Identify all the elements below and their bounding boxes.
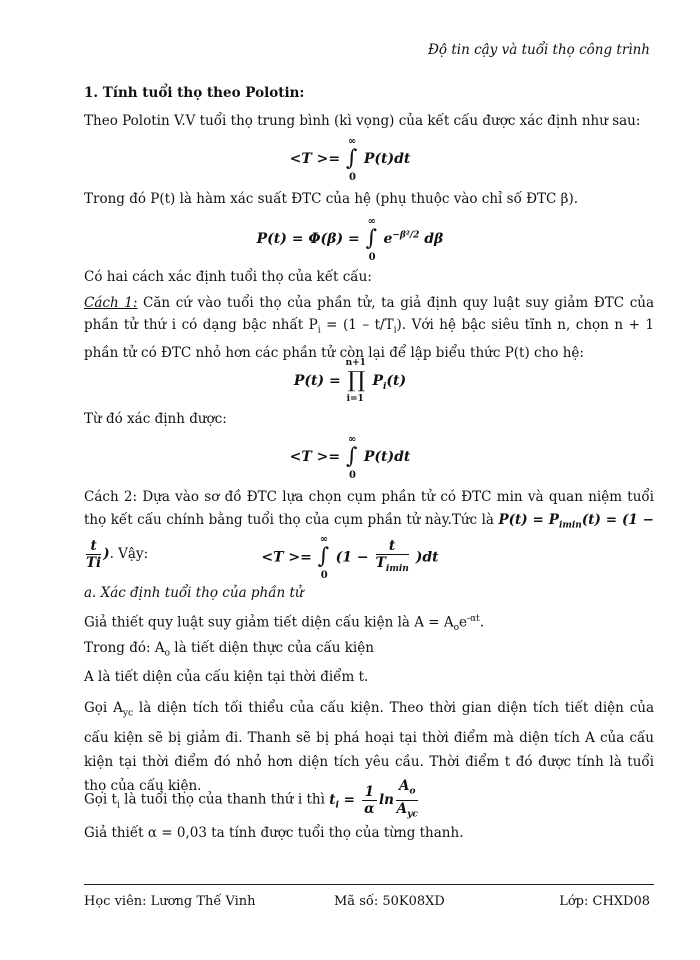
where-a0-paragraph: Trong đó: $A_o$ là tiết diện thực của cấu kiện (84, 640, 374, 659)
integral-symbol: ∞ ∫ 0 (345, 434, 358, 481)
ti-equation: $t_i$ = $\frac{1}{\alpha}$ ln $\frac{A_o}{A_{yc}}$ (329, 778, 418, 820)
footer-divider (84, 884, 654, 885)
footer-code: Mã số: 50K08XD (334, 894, 445, 909)
equation-probability: P(t) = Φ(β) = ∞ ∫ 0 $e^{-\beta^2/2}$ dβ (256, 216, 444, 263)
alpha-paragraph: Giả thiết α = 0,03 ta tính được tuổi thọ của từng thanh. (84, 825, 464, 841)
eq-rhs: P(t)dt (363, 151, 411, 167)
from-that-paragraph: Từ đó xác định được: (84, 411, 227, 427)
where-p-paragraph: Trong đó P(t) là hàm xác suất ĐTC của hệ (phụ thuộc vào chỉ số ĐTC β). (84, 191, 579, 207)
ti-paragraph: Gọi $t_i$ là tuổi thọ của thanh thứ i thì $t_i$ = $\frac{1}{\alpha}$ ln $\frac{A_o}{A_{yc}}$ (84, 778, 654, 822)
equation-mean-life-2: <T >= ∞ ∫ 0 P(t)dt (289, 434, 411, 481)
equation-mean-life (0, 136, 700, 183)
eq-lhs: <T >= (289, 151, 341, 167)
page-header: Độ tin cậy và tuổi thọ công trình (428, 42, 650, 58)
assume-paragraph: Giả thiết quy luật suy giảm tiết diện cấu kiện là $A = A_oe^{-\alpha t}$. (84, 614, 485, 634)
integral-symbol: ∞ ∫ 0 (365, 216, 378, 263)
footer-class: Lớp: CHXD08 (559, 894, 650, 909)
way1-paragraph: Cách 1: Căn cứ vào tuổi thọ của phần tử, ta giả định quy luật suy giảm ĐTC của phần tử thứ i có dạng bậc nhất $P_i = (1 - t/T_i)$. Với hệ bậc siêu tĩnh n, chọn n + 1 phần tử có ĐTC nhỏ hơn các phần tử còn lại để lập biểu thức P(t) cho hệ: (84, 295, 655, 361)
integral-symbol: ∞ ∫ 0 (317, 534, 330, 582)
equation-product: P(t) = n+1 ∏ i=1 $P_i(t)$ (293, 358, 407, 404)
section-heading: 1. Tính tuổi thọ theo Polotin: (84, 85, 305, 101)
a-def-paragraph: A là tiết diện của cấu kiện tại thời điểm t. (84, 669, 369, 685)
equation-final-life: <T >= ∞ ∫ 0 (1 − $\frac{t}{T_{imin}}$ )dt (261, 534, 439, 582)
way2-paragraph: Cách 2: Dựa vào sơ đồ ĐTC lựa chọn cụm phần tử có ĐTC min và quan niệm tuổi thọ kết cấu chính bằng tuổi thọ của cụm phần tử này.Tức là $P(t) = P_{imin}(t) = (1$ − $\frac{t}{Ti}$ ). Vậy: (84, 489, 654, 571)
footer-student: Học viên: Lương Thế Vinh (84, 894, 256, 909)
way1-label: Cách 1: (84, 295, 138, 311)
way2-inline-equation: $P(t) = P_{imin}(t) = (1$ − $\frac{t}{Ti}$ ) (86, 512, 654, 571)
sub-heading: a. Xác định tuổi thọ của phần tử (84, 585, 304, 601)
integral-symbol: ∞ ∫ 0 (345, 136, 358, 183)
intro-paragraph: Theo Polotin V.V tuổi thọ trung bình (kì vọng) của kết cấu được xác định như sau: (84, 113, 641, 129)
ayc-paragraph: Gọi $A_{yc}$ là diện tích tối thiểu của cấu kiện. Theo thời gian diện tích tiết diện của cấu kiện sẽ bị giảm đi. Thanh sẽ bị phá hoại tại thời điểm mà diện tích A của cấu kiện tại thời điểm đó nhỏ hơn diện tích yêu cầu. Thời điểm t đó được tính là tuổi thọ của cấu kiện. (84, 700, 654, 794)
product-symbol: n+1 ∏ i=1 (345, 358, 366, 404)
two-ways-paragraph: Có hai cách xác định tuổi thọ của kết cấu: (84, 269, 372, 285)
